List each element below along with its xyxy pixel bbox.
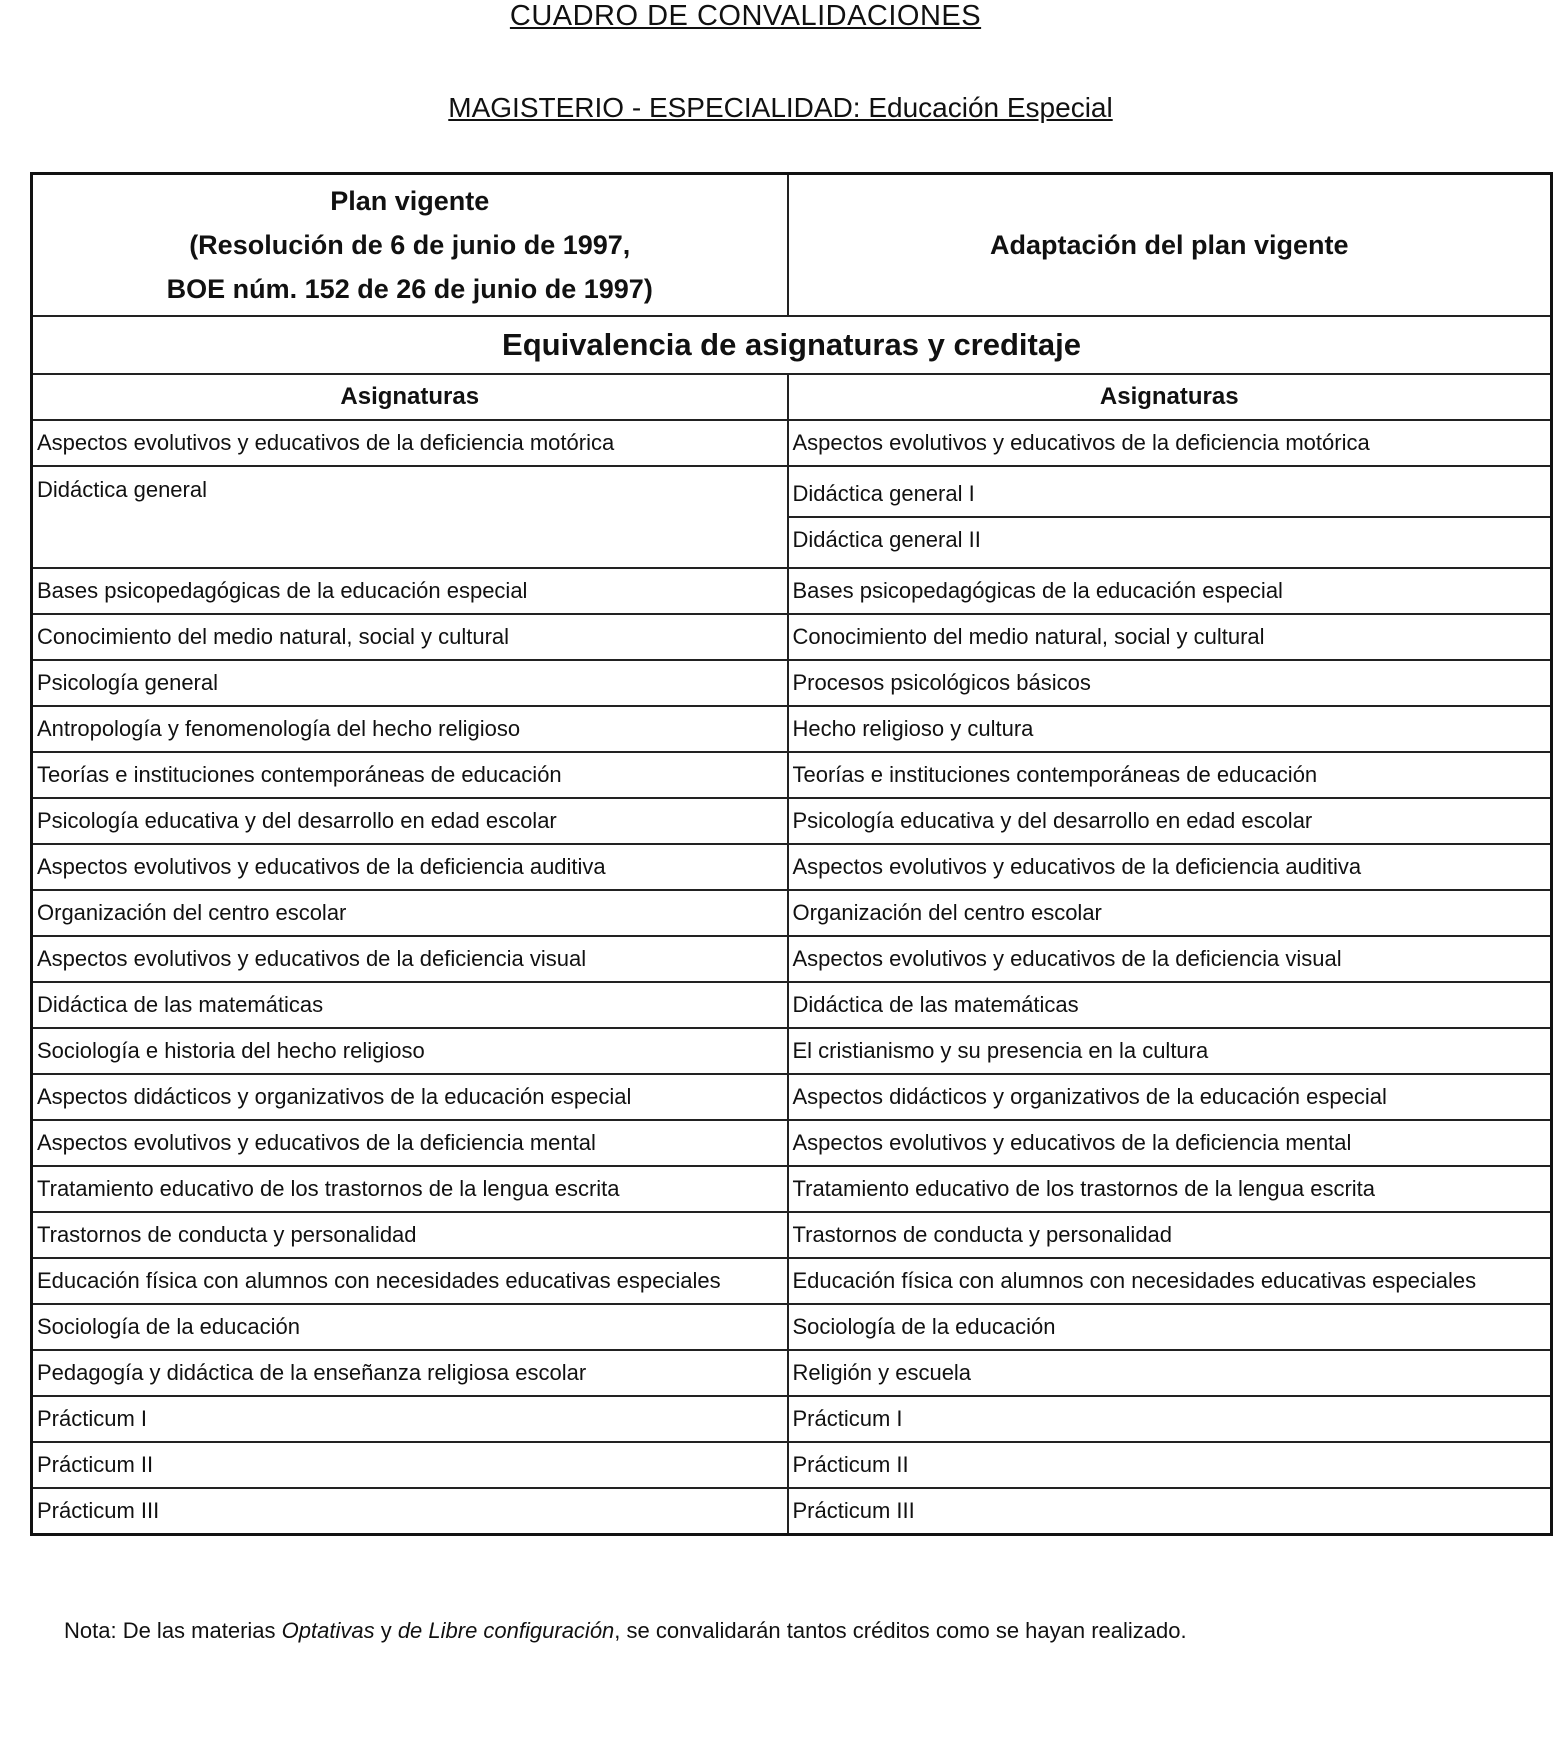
subject-plan-vigente: Didáctica de las matemáticas	[32, 982, 788, 1028]
table-row	[32, 982, 1552, 1028]
subject-plan-vigente: Prácticum III	[32, 1488, 788, 1535]
document-subtitle	[0, 92, 1561, 124]
subject-plan-vigente: Educación física con alumnos con necesidades educativas especiales	[32, 1258, 788, 1304]
subject-adaptacion: Aspectos didácticos y organizativos de la educación especial	[788, 1074, 1552, 1120]
subject-plan-vigente: Aspectos didácticos y organizativos de la educación especial	[32, 1074, 788, 1120]
subject-adaptacion: Aspectos evolutivos y educativos de la deficiencia visual	[788, 936, 1552, 982]
table-row	[32, 706, 1552, 752]
table-row	[32, 614, 1552, 660]
subject-plan-vigente: Sociología e historia del hecho religioso	[32, 1028, 788, 1074]
adaptacion-header	[788, 174, 1552, 317]
subject-adaptacion: Procesos psicológicos básicos	[788, 660, 1552, 706]
header-right: Adaptación del plan vigente	[989, 230, 1349, 260]
subject-adaptacion: Didáctica general I	[792, 481, 975, 506]
footnote-mid: y	[374, 1618, 398, 1643]
equivalence-heading: Equivalencia de asignaturas y creditaje	[32, 316, 1552, 374]
subject-adaptacion: Trastornos de conducta y personalidad	[788, 1212, 1552, 1258]
header-left-line1: Plan vigente	[330, 186, 490, 216]
table-header-row	[32, 174, 1552, 317]
footnote-suffix: , se convalidarán tantos créditos como se hayan realizado.	[614, 1618, 1187, 1643]
table-row	[32, 1488, 1552, 1535]
subject-plan-vigente: Psicología general	[32, 660, 788, 706]
column-head-left: Asignaturas	[32, 374, 788, 420]
subject-plan-vigente: Aspectos evolutivos y educativos de la deficiencia motórica	[32, 420, 788, 466]
table-row	[32, 1442, 1552, 1488]
subject-adaptacion: Prácticum I	[788, 1396, 1552, 1442]
table-row	[32, 752, 1552, 798]
table-row	[32, 1166, 1552, 1212]
footnote-em1: Optativas	[281, 1618, 375, 1643]
subject-adaptacion: Sociología de la educación	[788, 1304, 1552, 1350]
subject-plan-vigente: Aspectos evolutivos y educativos de la deficiencia visual	[32, 936, 788, 982]
footnote	[64, 1618, 1187, 1644]
table-row	[32, 1212, 1552, 1258]
subject-adaptacion: Conocimiento del medio natural, social y cultural	[788, 614, 1552, 660]
table-row	[32, 844, 1552, 890]
subject-adaptacion: Aspectos evolutivos y educativos de la deficiencia mental	[788, 1120, 1552, 1166]
subject-adaptacion: Prácticum II	[788, 1442, 1552, 1488]
table-row	[32, 466, 1552, 568]
table-row	[32, 1396, 1552, 1442]
table-row	[32, 1028, 1552, 1074]
subject-plan-vigente: Aspectos evolutivos y educativos de la deficiencia auditiva	[32, 844, 788, 890]
subject-plan-vigente: Trastornos de conducta y personalidad	[32, 1212, 788, 1258]
table-row	[32, 936, 1552, 982]
subject-adaptacion: Didáctica general II	[789, 516, 1551, 562]
table-row	[32, 420, 1552, 466]
header-left-line3: BOE núm. 152 de 26 de junio de 1997)	[166, 274, 653, 304]
subject-adaptacion: Hecho religioso y cultura	[788, 706, 1552, 752]
subject-plan-vigente: Prácticum I	[32, 1396, 788, 1442]
document-subtitle-text: MAGISTERIO - ESPECIALIDAD: Educación Especial	[448, 92, 1113, 123]
table-row	[32, 1074, 1552, 1120]
subject-adaptacion: Religión y escuela	[788, 1350, 1552, 1396]
subject-plan-vigente: Antropología y fenomenología del hecho religioso	[32, 706, 788, 752]
header-left-line2: (Resolución de 6 de junio de 1997,	[189, 230, 631, 260]
column-head-right: Asignaturas	[788, 374, 1552, 420]
subject-plan-vigente: Bases psicopedagógicas de la educación especial	[32, 568, 788, 614]
table-row	[32, 568, 1552, 614]
table-row	[32, 660, 1552, 706]
footnote-prefix: Nota: De las materias	[64, 1618, 282, 1643]
subject-adaptacion: Prácticum III	[788, 1488, 1552, 1535]
subject-adaptacion: Aspectos evolutivos y educativos de la deficiencia motórica	[788, 420, 1552, 466]
subject-plan-vigente: Aspectos evolutivos y educativos de la deficiencia mental	[32, 1120, 788, 1166]
subject-plan-vigente: Tratamiento educativo de los trastornos de la lengua escrita	[32, 1166, 788, 1212]
table-row	[32, 1120, 1552, 1166]
subject-adaptacion: Teorías e instituciones contemporáneas de educación	[788, 752, 1552, 798]
subject-adaptacion: Bases psicopedagógicas de la educación especial	[788, 568, 1552, 614]
equivalence-row	[32, 316, 1552, 374]
convalidation-table-body	[32, 174, 1552, 1535]
table-row	[32, 1258, 1552, 1304]
column-head-row	[32, 374, 1552, 420]
document-title	[0, 0, 1561, 33]
subject-plan-vigente: Pedagogía y didáctica de la enseñanza religiosa escolar	[32, 1350, 788, 1396]
table-row	[32, 1350, 1552, 1396]
document-title-text: CUADRO DE CONVALIDACIONES	[509, 0, 982, 32]
subject-plan-vigente: Sociología de la educación	[32, 1304, 788, 1350]
subject-adaptacion: Tratamiento educativo de los trastornos de la lengua escrita	[788, 1166, 1552, 1212]
subject-plan-vigente: Psicología educativa y del desarrollo en edad escolar	[32, 798, 788, 844]
subject-plan-vigente: Prácticum II	[32, 1442, 788, 1488]
subject-adaptacion: Organización del centro escolar	[788, 890, 1552, 936]
subject-adaptacion: El cristianismo y su presencia en la cultura	[788, 1028, 1552, 1074]
table-row	[32, 1304, 1552, 1350]
subject-adaptacion: Didáctica de las matemáticas	[788, 982, 1552, 1028]
subject-adaptacion: Aspectos evolutivos y educativos de la deficiencia auditiva	[788, 844, 1552, 890]
subject-plan-vigente: Teorías e instituciones contemporáneas de educación	[32, 752, 788, 798]
subject-plan-vigente: Organización del centro escolar	[32, 890, 788, 936]
subject-plan-vigente: Conocimiento del medio natural, social y cultural	[32, 614, 788, 660]
table-row	[32, 798, 1552, 844]
subject-adaptacion-split	[788, 466, 1552, 568]
table-row	[32, 890, 1552, 936]
subject-plan-vigente: Didáctica general	[32, 466, 788, 568]
footnote-em2: de Libre configuración	[397, 1618, 615, 1643]
subject-adaptacion: Psicología educativa y del desarrollo en edad escolar	[788, 798, 1552, 844]
plan-vigente-header	[32, 174, 788, 317]
convalidation-table	[30, 172, 1553, 1536]
subject-adaptacion: Educación física con alumnos con necesidades educativas especiales	[788, 1258, 1552, 1304]
